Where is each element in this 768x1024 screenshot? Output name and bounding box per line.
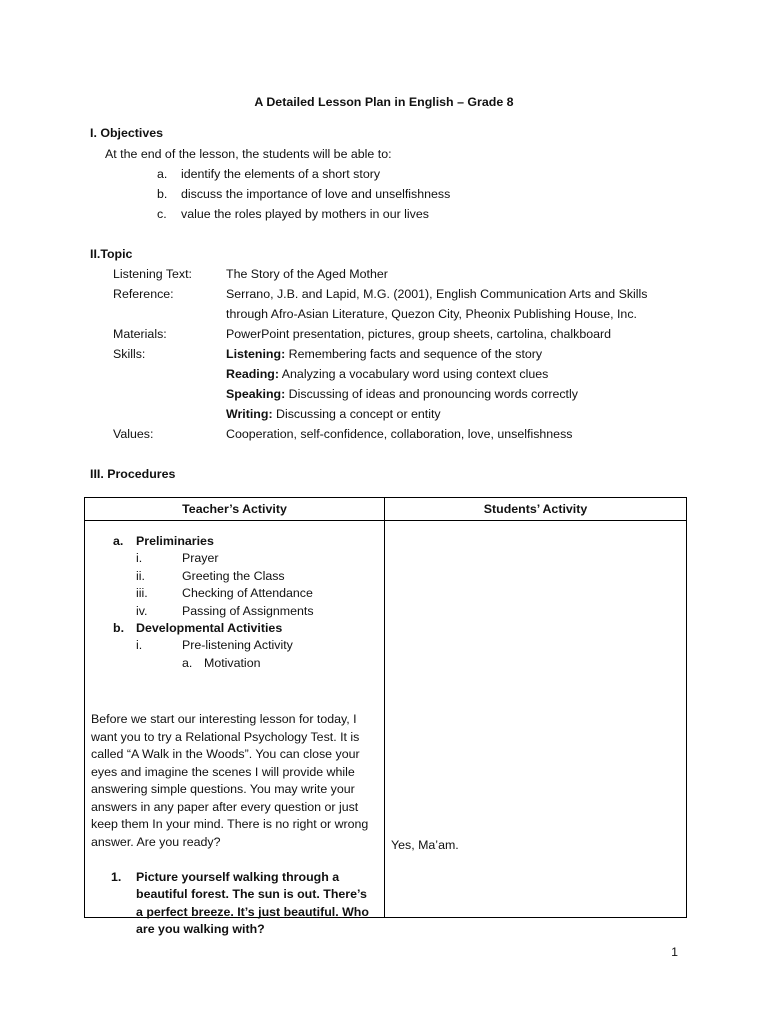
listening-text-value: The Story of the Aged Mother bbox=[226, 267, 388, 281]
values-label: Values: bbox=[113, 427, 154, 441]
materials-label: Materials: bbox=[113, 327, 167, 341]
objective-marker: a. bbox=[157, 167, 168, 181]
list-marker: iv. bbox=[136, 604, 148, 618]
question-number: 1. bbox=[111, 870, 122, 884]
skill-item bbox=[226, 367, 548, 382]
question-text: Picture yourself walking through a beautiful forest. The sun is out. There’s a perfect breeze. It’s just beautiful. Who are you walking with? bbox=[136, 870, 369, 936]
document-title: A Detailed Lesson Plan in English – Grade 8 bbox=[254, 95, 514, 109]
skill-name: Speaking: bbox=[226, 387, 286, 401]
skill-text: Discussing a concept or entity bbox=[276, 407, 441, 421]
list-marker: i. bbox=[136, 638, 143, 652]
procedures-table bbox=[84, 497, 687, 936]
skill-name: Reading: bbox=[226, 367, 280, 381]
students-activity-cell bbox=[385, 521, 687, 918]
developmental-activities-label: Developmental Activities bbox=[136, 621, 283, 635]
section-marker: b. bbox=[113, 621, 125, 635]
objective-item: value the roles played by mothers in our lives bbox=[181, 207, 429, 221]
topic-heading: II.Topic bbox=[90, 247, 133, 261]
list-item: Passing of Assignments bbox=[182, 604, 314, 618]
objective-item: discuss the importance of love and unselfishness bbox=[181, 187, 451, 201]
list-item: Greeting the Class bbox=[182, 569, 285, 583]
reference-line-2: through Afro-Asian Literature, Quezon City, Pheonix Publishing House, Inc. bbox=[226, 307, 637, 321]
procedures-heading: III. Procedures bbox=[90, 467, 176, 481]
skill-text: Discussing of ideas and pronouncing words correctly bbox=[288, 387, 578, 401]
skill-text: Analyzing a vocabulary word using context clues bbox=[281, 367, 549, 381]
objective-marker: c. bbox=[157, 207, 167, 221]
list-item: Checking of Attendance bbox=[182, 586, 313, 600]
materials-value: PowerPoint presentation, pictures, group sheets, cartolina, chalkboard bbox=[226, 327, 612, 341]
list-item: Prayer bbox=[182, 551, 219, 565]
teacher-activity-cell bbox=[85, 521, 385, 936]
list-item: Motivation bbox=[204, 656, 261, 670]
skill-item bbox=[226, 407, 441, 422]
objective-item: identify the elements of a short story bbox=[181, 167, 381, 181]
preliminaries-label: Preliminaries bbox=[136, 534, 214, 548]
section-marker: a. bbox=[113, 534, 124, 548]
list-marker: i. bbox=[136, 551, 143, 565]
objectives-intro: At the end of the lesson, the students will be able to: bbox=[105, 147, 392, 161]
skill-item bbox=[226, 347, 542, 362]
student-reply: Yes, Ma’am. bbox=[391, 838, 459, 852]
skill-text: Remembering facts and sequence of the story bbox=[288, 347, 543, 361]
objectives-heading: I. Objectives bbox=[90, 126, 164, 140]
teacher-activity-header: Teacher’s Activity bbox=[85, 498, 385, 521]
instruction-paragraph: Before we start our interesting lesson for today, I want you to try a Relational Psychology Test. It is called “A Walk in the Woods”. You can close your eyes and imagine the scenes I will provide while answering simple questions. You may write your answers in any paper after every question or just keep them In your mind. There is no right or wrong answer. Are you ready? bbox=[91, 712, 369, 849]
list-item: Pre-listening Activity bbox=[182, 638, 293, 652]
objective-marker: b. bbox=[157, 187, 168, 201]
list-marker: iii. bbox=[136, 586, 148, 600]
skill-name: Listening: bbox=[226, 347, 286, 361]
listening-text-label: Listening Text: bbox=[113, 267, 192, 281]
skill-name: Writing: bbox=[226, 407, 273, 421]
values-value: Cooperation, self-confidence, collaboration, love, unselfishness bbox=[226, 427, 573, 441]
page-number: 1 bbox=[671, 945, 678, 959]
skills-label: Skills: bbox=[113, 347, 146, 361]
skill-item bbox=[226, 387, 578, 402]
reference-line-1: Serrano, J.B. and Lapid, M.G. (2001), English Communication Arts and Skills bbox=[226, 287, 648, 301]
reference-label: Reference: bbox=[113, 287, 174, 301]
list-marker: ii. bbox=[136, 569, 145, 583]
list-marker: a. bbox=[182, 656, 193, 670]
students-activity-header: Students’ Activity bbox=[385, 498, 687, 521]
